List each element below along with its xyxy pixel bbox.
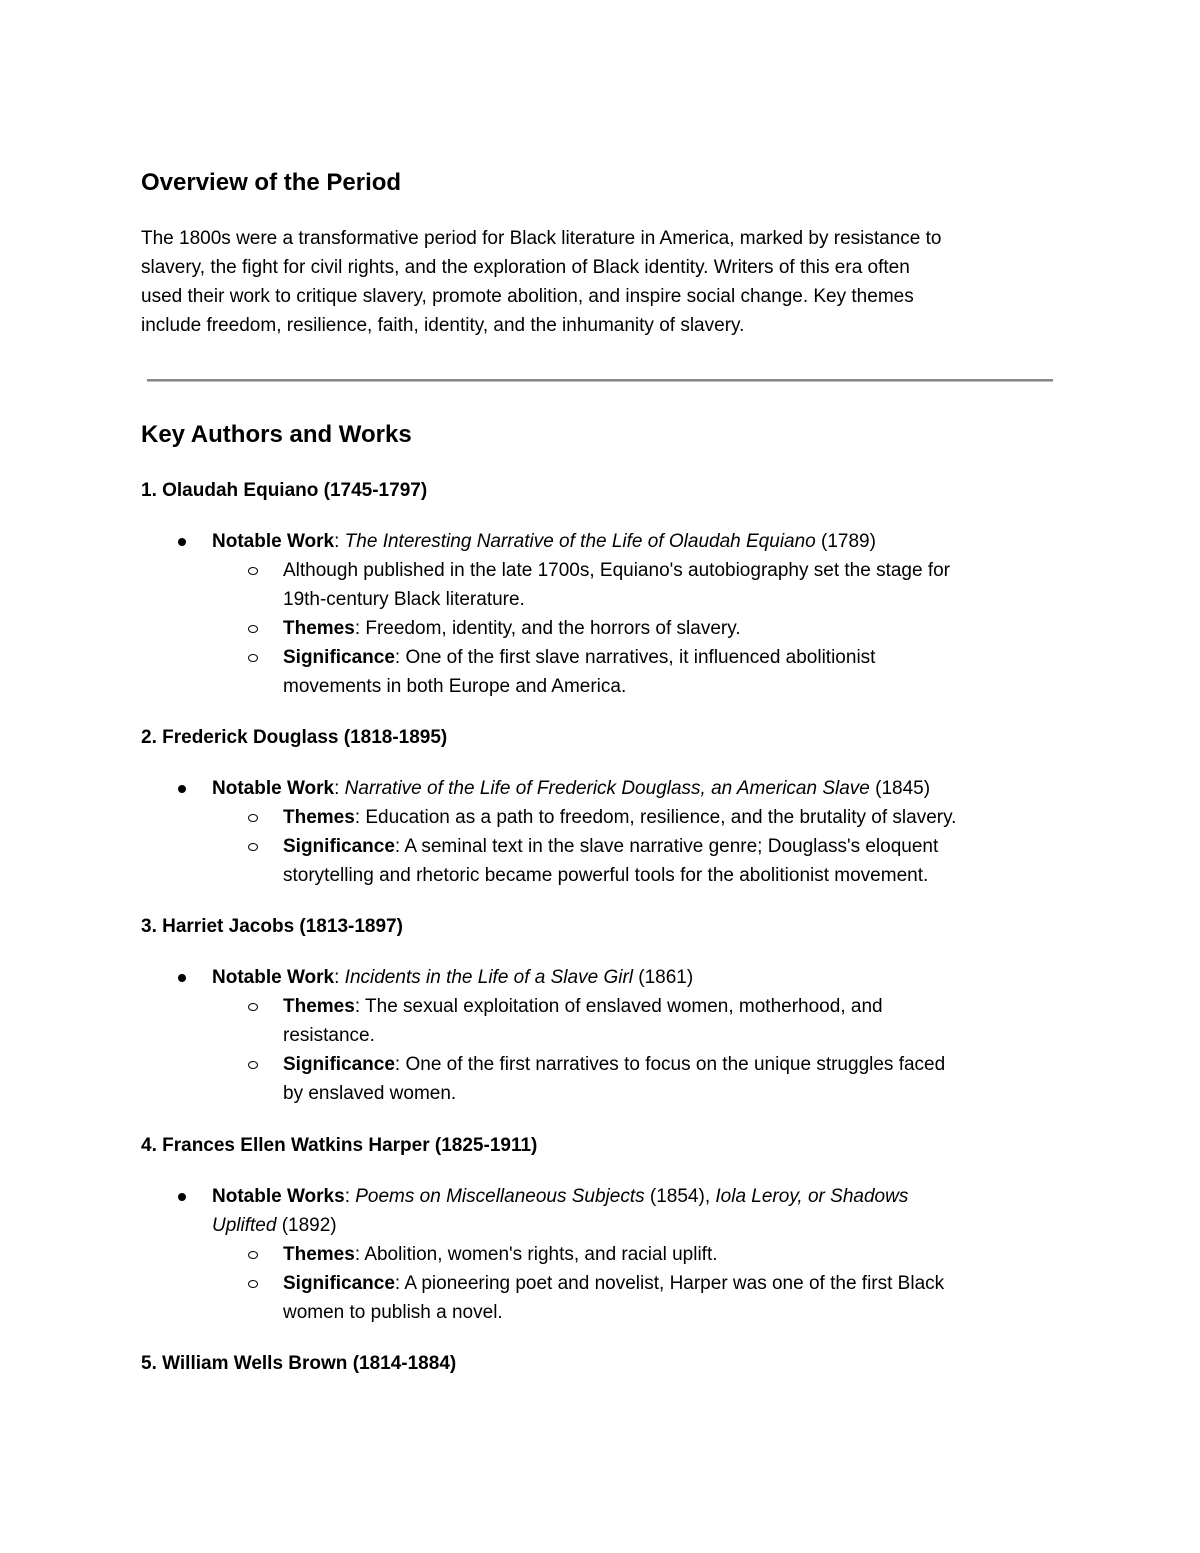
- notable-work-line: Notable Works: Poems on Miscellaneous Subjects (1854), Iola Leroy, or Shadows: [212, 1186, 909, 1207]
- significance-line: storytelling and rhetoric became powerful tools for the abolitionist movement.: [283, 865, 929, 886]
- notable-work-label: Notable Work: [212, 778, 335, 799]
- significance-text: : A pioneering poet and novelist, Harper was one of the first Black: [394, 1273, 945, 1294]
- significance-label: Significance: [283, 836, 395, 857]
- themes-text: : Freedom, identity, and the horrors of slavery.: [354, 618, 741, 639]
- notable-work-label: Notable Works: [212, 1186, 345, 1207]
- note-line: Although published in the late 1700s, Equiano's autobiography set the stage for: [283, 560, 950, 581]
- themes-text: : Education as a path to freedom, resilience, and the brutality of slavery.: [354, 807, 957, 828]
- significance-line: [283, 832, 938, 861]
- overview-paragraph-line: slavery, the fight for civil rights, and the exploration of Black identity. Writers of this era often: [141, 257, 910, 278]
- bullet-icon: [178, 538, 186, 546]
- significance-label: Significance: [283, 1273, 395, 1294]
- significance-text: : One of the first narratives to focus on the unique struggles faced: [394, 1054, 946, 1075]
- work-title: Narrative of the Life of Frederick Douglass, an American Slave: [344, 778, 870, 799]
- significance-line: movements in both Europe and America.: [283, 676, 627, 697]
- notable-work-line: Notable Work: Incidents in the Life of a Slave Girl (1861): [212, 967, 694, 988]
- themes-label: Themes: [283, 996, 355, 1017]
- significance-line: [283, 1269, 944, 1298]
- significance-label: Significance: [283, 647, 395, 668]
- bullet-icon: [178, 785, 186, 793]
- notable-work-line: Notable Work: Narrative of the Life of Frederick Douglass, an American Slave (1845): [212, 778, 931, 799]
- work-title: The Interesting Narrative of the Life of Olaudah Equiano: [344, 531, 816, 552]
- significance-text: : One of the first slave narratives, it influenced abolitionist: [394, 647, 876, 668]
- work-title: Incidents in the Life of a Slave Girl: [344, 967, 633, 988]
- themes-line: [283, 1240, 718, 1269]
- overview-heading: Overview of the Period: [141, 169, 402, 196]
- note-line: 19th-century Black literature.: [283, 589, 525, 610]
- themes-text: : Abolition, women's rights, and racial uplift.: [354, 1244, 718, 1265]
- bullet-icon: [178, 1193, 186, 1201]
- hollow-bullet-icon: [248, 1251, 258, 1259]
- themes-line: [283, 992, 883, 1021]
- themes-label: Themes: [283, 1244, 355, 1265]
- work-year: (1845): [869, 778, 931, 799]
- significance-line: [283, 1050, 945, 1079]
- hollow-bullet-icon: [248, 625, 258, 633]
- hollow-bullet-icon: [248, 1003, 258, 1011]
- overview-paragraph-line: include freedom, resilience, faith, identity, and the inhumanity of slavery.: [141, 315, 745, 336]
- author-heading-equiano: 1. Olaudah Equiano (1745-1797): [141, 480, 428, 501]
- hollow-bullet-icon: [248, 1280, 258, 1288]
- significance-line: women to publish a novel.: [283, 1302, 503, 1323]
- themes-line: resistance.: [283, 1025, 375, 1046]
- notable-work-label: Notable Work: [212, 531, 335, 552]
- bullet-icon: [178, 974, 186, 982]
- author-heading-brown: 5. William Wells Brown (1814-1884): [141, 1353, 457, 1374]
- hollow-bullet-icon: [248, 1061, 258, 1069]
- significance-label: Significance: [283, 1054, 395, 1075]
- work-year: (1789): [815, 531, 876, 552]
- themes-line: [283, 803, 956, 832]
- hollow-bullet-icon: [248, 567, 258, 575]
- overview-paragraph-line: used their work to critique slavery, promote abolition, and inspire social change. Key themes: [141, 286, 914, 307]
- significance-text: : A seminal text in the slave narrative genre; Douglass's eloquent: [394, 836, 939, 857]
- themes-label: Themes: [283, 807, 355, 828]
- notable-work-line: [212, 1211, 337, 1240]
- themes-label: Themes: [283, 618, 355, 639]
- notable-work-line: Notable Work: The Interesting Narrative of the Life of Olaudah Equiano (1789): [212, 531, 876, 552]
- themes-line: [283, 614, 741, 643]
- work-year: (1861): [633, 967, 694, 988]
- notable-work-label: Notable Work: [212, 967, 335, 988]
- work-title-2: Iola Leroy, or Shadows: [715, 1186, 909, 1207]
- horizontal-divider: [147, 379, 1053, 382]
- author-heading-douglass: 2. Frederick Douglass (1818-1895): [141, 727, 448, 748]
- work-title: Poems on Miscellaneous Subjects: [355, 1186, 645, 1207]
- hollow-bullet-icon: [248, 814, 258, 822]
- work-title-2: Uplifted: [212, 1215, 277, 1236]
- significance-line: by enslaved women.: [283, 1083, 457, 1104]
- significance-line: [283, 643, 875, 672]
- themes-text: : The sexual exploitation of enslaved women, motherhood, and: [354, 996, 883, 1017]
- overview-paragraph-line: The 1800s were a transformative period for Black literature in America, marked by resistance to: [141, 228, 942, 249]
- author-heading-jacobs: 3. Harriet Jacobs (1813-1897): [141, 916, 403, 937]
- author-heading-harper: 4. Frances Ellen Watkins Harper (1825-1911): [141, 1135, 538, 1156]
- hollow-bullet-icon: [248, 843, 258, 851]
- key-authors-heading: Key Authors and Works: [141, 421, 412, 448]
- work-year: (1854),: [644, 1186, 716, 1207]
- hollow-bullet-icon: [248, 654, 258, 662]
- work-year-2: (1892): [276, 1215, 337, 1236]
